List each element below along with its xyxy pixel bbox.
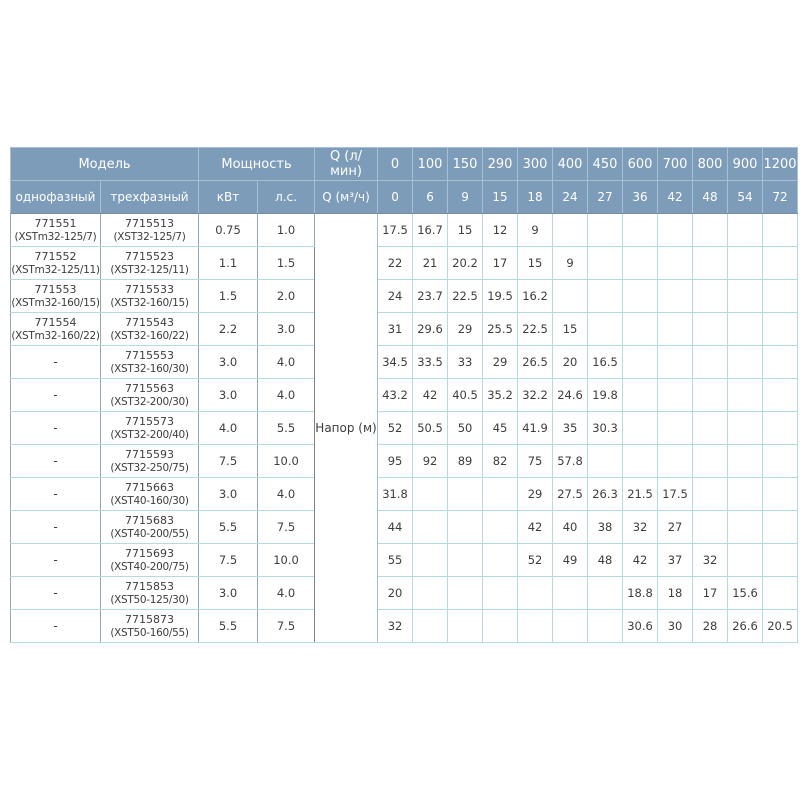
head-value-cell: 17.5: [658, 478, 693, 511]
model-code: (XST50-125/30): [110, 593, 189, 606]
q-lmin-value: 290: [483, 148, 518, 181]
head-value-cell: [693, 346, 728, 379]
table-row: [11, 544, 798, 577]
power-kw-cell: 2.2: [199, 313, 258, 346]
head-value-cell: [623, 313, 658, 346]
head-value-cell: 32: [693, 544, 728, 577]
power-hp-cell: 7.5: [258, 610, 315, 643]
model-number: 771554: [34, 315, 77, 329]
single-phase-model-cell: -: [11, 379, 101, 412]
head-value-cell: [588, 214, 623, 247]
head-value-cell: 40.5: [448, 379, 483, 412]
head-value-cell: [623, 247, 658, 280]
table-row: [11, 445, 798, 478]
head-value-cell: 26.6: [728, 610, 763, 643]
head-value-cell: 30: [658, 610, 693, 643]
head-value-cell: 27: [658, 511, 693, 544]
head-value-cell: 75: [518, 445, 553, 478]
model-code: (XST32-125/11): [110, 263, 189, 276]
table-row: [11, 313, 798, 346]
q-lmin-value: 400: [553, 148, 588, 181]
head-value-cell: [658, 445, 693, 478]
head-value-cell: 23.7: [413, 280, 448, 313]
head-value-cell: 38: [588, 511, 623, 544]
model-code: (XSTm32-125/11): [11, 263, 100, 276]
table-row: [11, 247, 798, 280]
q-lmin-value: 1200: [763, 148, 798, 181]
head-value-cell: [588, 313, 623, 346]
q-m3h-value: 6: [413, 181, 448, 214]
power-hp-cell: 4.0: [258, 577, 315, 610]
head-value-cell: [693, 247, 728, 280]
single-phase-model-cell: -: [11, 478, 101, 511]
power-hp-cell: 4.0: [258, 379, 315, 412]
power-kw-cell: 3.0: [199, 346, 258, 379]
q-lmin-value: 900: [728, 148, 763, 181]
single-phase-model-cell: -: [11, 577, 101, 610]
head-value-cell: 17: [483, 247, 518, 280]
head-value-cell: [693, 313, 728, 346]
q-lmin-value: 450: [588, 148, 623, 181]
head-value-cell: [518, 577, 553, 610]
head-value-cell: 15: [448, 214, 483, 247]
head-value-cell: 35: [553, 412, 588, 445]
model-number: 7715553: [125, 348, 174, 362]
model-code: (XST32-125/7): [113, 230, 186, 243]
head-value-cell: 22.5: [518, 313, 553, 346]
head-value-cell: [553, 214, 588, 247]
head-value-cell: [553, 280, 588, 313]
head-value-cell: [448, 610, 483, 643]
head-value-cell: 21: [413, 247, 448, 280]
model-number: 771551: [34, 216, 77, 230]
head-value-cell: 19.8: [588, 379, 623, 412]
head-value-cell: [518, 610, 553, 643]
table-row: [11, 346, 798, 379]
head-value-cell: [763, 478, 798, 511]
three-phase-model-cell: [101, 214, 199, 247]
power-kw-cell: 5.5: [199, 511, 258, 544]
three-phase-model-cell: [101, 445, 199, 478]
q-m3h-value: 0: [378, 181, 413, 214]
model-number: 7715663: [125, 480, 174, 494]
head-value-cell: 26.5: [518, 346, 553, 379]
power-hp-cell: 1.5: [258, 247, 315, 280]
head-value-cell: [763, 412, 798, 445]
model-number: 7715593: [125, 447, 174, 461]
power-hp-cell: 4.0: [258, 478, 315, 511]
head-value-cell: 31: [378, 313, 413, 346]
header-kw: кВт: [199, 181, 258, 214]
q-lmin-value: 700: [658, 148, 693, 181]
head-value-cell: [483, 511, 518, 544]
head-value-cell: [658, 313, 693, 346]
table-row: [11, 577, 798, 610]
power-hp-cell: 5.5: [258, 412, 315, 445]
head-value-cell: 9: [518, 214, 553, 247]
head-value-cell: [553, 577, 588, 610]
table-row: [11, 379, 798, 412]
q-lmin-value: 100: [413, 148, 448, 181]
head-value-cell: 20: [553, 346, 588, 379]
head-value-cell: 45: [483, 412, 518, 445]
head-value-cell: 35.2: [483, 379, 518, 412]
head-value-cell: 29: [483, 346, 518, 379]
q-m3h-value: 42: [658, 181, 693, 214]
power-hp-cell: 1.0: [258, 214, 315, 247]
head-value-cell: 30.3: [588, 412, 623, 445]
power-hp-cell: 10.0: [258, 544, 315, 577]
head-value-cell: 82: [483, 445, 518, 478]
single-phase-model-cell: -: [11, 412, 101, 445]
model-number: 7715523: [125, 249, 174, 263]
model-code: (XSTm32-160/15): [11, 296, 100, 309]
head-value-cell: 22.5: [448, 280, 483, 313]
three-phase-model-cell: [101, 544, 199, 577]
head-value-cell: 31.8: [378, 478, 413, 511]
three-phase-model-cell: [101, 379, 199, 412]
head-value-cell: [763, 379, 798, 412]
power-hp-cell: 7.5: [258, 511, 315, 544]
head-value-cell: [693, 478, 728, 511]
head-value-cell: 16.7: [413, 214, 448, 247]
head-value-cell: [763, 445, 798, 478]
head-value-cell: [658, 379, 693, 412]
header-row-2: [11, 181, 798, 214]
head-value-cell: [623, 445, 658, 478]
head-value-cell: 9: [553, 247, 588, 280]
head-value-cell: [693, 280, 728, 313]
three-phase-model-cell: [101, 247, 199, 280]
head-value-cell: 42: [518, 511, 553, 544]
power-hp-cell: 2.0: [258, 280, 315, 313]
head-value-cell: 17.5: [378, 214, 413, 247]
head-value-cell: [588, 445, 623, 478]
head-value-cell: [763, 247, 798, 280]
head-value-cell: [728, 247, 763, 280]
table-body: [11, 214, 798, 643]
single-phase-model-cell: -: [11, 445, 101, 478]
q-m3h-value: 72: [763, 181, 798, 214]
head-value-cell: [693, 379, 728, 412]
head-value-cell: 52: [518, 544, 553, 577]
header-power: Мощность: [199, 148, 315, 181]
head-value-cell: 32: [623, 511, 658, 544]
table-header: [11, 148, 798, 214]
head-value-cell: 27.5: [553, 478, 588, 511]
head-value-cell: 25.5: [483, 313, 518, 346]
model-number: 7715693: [125, 546, 174, 560]
header-three-phase: трехфазный: [101, 181, 199, 214]
head-value-cell: [483, 577, 518, 610]
header-row-1: [11, 148, 798, 181]
model-number: 771553: [34, 282, 77, 296]
head-value-cell: 92: [413, 445, 448, 478]
head-value-cell: [413, 577, 448, 610]
head-value-cell: 32.2: [518, 379, 553, 412]
head-value-cell: [448, 544, 483, 577]
head-value-cell: [763, 511, 798, 544]
q-m3h-value: 48: [693, 181, 728, 214]
head-value-cell: 29: [448, 313, 483, 346]
head-value-cell: [658, 214, 693, 247]
head-value-cell: 37: [658, 544, 693, 577]
head-value-cell: [588, 247, 623, 280]
single-phase-model-cell: [11, 214, 101, 247]
head-value-cell: [483, 544, 518, 577]
head-value-cell: [483, 610, 518, 643]
head-value-cell: [728, 478, 763, 511]
head-value-cell: 43.2: [378, 379, 413, 412]
head-value-cell: 29.6: [413, 313, 448, 346]
table-row: [11, 610, 798, 643]
head-value-cell: 19.5: [483, 280, 518, 313]
power-kw-cell: 1.5: [199, 280, 258, 313]
head-value-cell: [693, 214, 728, 247]
model-code: (XST32-200/30): [110, 395, 189, 408]
model-number: 7715573: [125, 414, 174, 428]
table-row: [11, 214, 798, 247]
q-m3h-value: 18: [518, 181, 553, 214]
q-m3h-value: 15: [483, 181, 518, 214]
three-phase-model-cell: [101, 280, 199, 313]
q-m3h-value: 27: [588, 181, 623, 214]
head-value-cell: [728, 445, 763, 478]
model-code: (XST32-160/15): [110, 296, 189, 309]
table-row: [11, 511, 798, 544]
header-hp: л.с.: [258, 181, 315, 214]
model-number: 7715513: [125, 216, 174, 230]
single-phase-model-cell: -: [11, 544, 101, 577]
head-value-cell: 15: [518, 247, 553, 280]
header-model: Модель: [11, 148, 199, 181]
head-value-cell: 30.6: [623, 610, 658, 643]
head-value-cell: [623, 346, 658, 379]
head-value-cell: [413, 544, 448, 577]
head-value-cell: [448, 511, 483, 544]
three-phase-model-cell: [101, 412, 199, 445]
power-kw-cell: 1.1: [199, 247, 258, 280]
model-number: 7715563: [125, 381, 174, 395]
q-lmin-value: 600: [623, 148, 658, 181]
head-value-cell: [728, 280, 763, 313]
head-value-cell: 33.5: [413, 346, 448, 379]
three-phase-model-cell: [101, 478, 199, 511]
head-value-cell: 15: [553, 313, 588, 346]
head-value-cell: [588, 610, 623, 643]
model-number: 771552: [34, 249, 77, 263]
head-value-cell: 89: [448, 445, 483, 478]
head-value-cell: 55: [378, 544, 413, 577]
model-code: (XST50-160/55): [110, 626, 189, 639]
head-value-cell: [728, 214, 763, 247]
single-phase-model-cell: [11, 247, 101, 280]
power-kw-cell: 5.5: [199, 610, 258, 643]
head-value-cell: [658, 346, 693, 379]
head-value-cell: [658, 247, 693, 280]
table-row: [11, 412, 798, 445]
model-code: (XST32-250/75): [110, 461, 189, 474]
table-row: [11, 478, 798, 511]
head-value-cell: [763, 544, 798, 577]
q-m3h-value: 24: [553, 181, 588, 214]
model-code: (XST40-200/55): [110, 527, 189, 540]
head-value-cell: 21.5: [623, 478, 658, 511]
model-code: (XST32-160/22): [110, 329, 189, 342]
head-value-cell: [763, 577, 798, 610]
head-value-cell: [658, 412, 693, 445]
model-code: (XSTm32-125/7): [14, 230, 97, 243]
header-q-lmin: Q (л/мин): [315, 148, 378, 181]
three-phase-model-cell: [101, 313, 199, 346]
head-value-cell: 24: [378, 280, 413, 313]
model-code: (XST40-160/30): [110, 494, 189, 507]
pump-spec-table-wrap: [10, 147, 798, 643]
head-value-cell: 16.5: [588, 346, 623, 379]
head-value-cell: [763, 313, 798, 346]
head-value-cell: 24.6: [553, 379, 588, 412]
head-value-cell: 16.2: [518, 280, 553, 313]
head-value-cell: 50: [448, 412, 483, 445]
model-code: (XST32-160/30): [110, 362, 189, 375]
q-lmin-value: 300: [518, 148, 553, 181]
pump-spec-table: [10, 147, 798, 643]
head-value-cell: 40: [553, 511, 588, 544]
head-value-cell: 49: [553, 544, 588, 577]
model-number: 7715543: [125, 315, 174, 329]
power-kw-cell: 0.75: [199, 214, 258, 247]
head-value-cell: [728, 412, 763, 445]
model-code: (XSTm32-160/22): [11, 329, 100, 342]
head-value-cell: 15.6: [728, 577, 763, 610]
head-value-cell: [623, 214, 658, 247]
head-value-cell: [413, 610, 448, 643]
head-value-cell: 17: [693, 577, 728, 610]
head-value-cell: 32: [378, 610, 413, 643]
head-value-cell: 44: [378, 511, 413, 544]
single-phase-model-cell: [11, 313, 101, 346]
head-value-cell: [728, 346, 763, 379]
q-lmin-value: 150: [448, 148, 483, 181]
head-value-cell: 57.8: [553, 445, 588, 478]
head-value-cell: 50.5: [413, 412, 448, 445]
head-value-cell: [623, 280, 658, 313]
model-number: 7715683: [125, 513, 174, 527]
single-phase-model-cell: -: [11, 346, 101, 379]
head-value-cell: [448, 577, 483, 610]
head-value-cell: 41.9: [518, 412, 553, 445]
header-q-m3h: Q (м³/ч): [315, 181, 378, 214]
power-kw-cell: 7.5: [199, 544, 258, 577]
model-number: 7715873: [125, 612, 174, 626]
head-value-cell: 20: [378, 577, 413, 610]
head-value-cell: 33: [448, 346, 483, 379]
head-value-cell: [728, 544, 763, 577]
head-value-cell: [553, 610, 588, 643]
head-value-cell: 42: [413, 379, 448, 412]
model-code: (XST40-200/75): [110, 560, 189, 573]
head-value-cell: 28: [693, 610, 728, 643]
q-m3h-value: 36: [623, 181, 658, 214]
q-lmin-value: 0: [378, 148, 413, 181]
model-code: (XST32-200/40): [110, 428, 189, 441]
head-value-cell: [728, 511, 763, 544]
head-value-cell: [413, 478, 448, 511]
q-m3h-value: 9: [448, 181, 483, 214]
three-phase-model-cell: [101, 511, 199, 544]
head-value-cell: [623, 379, 658, 412]
head-value-cell: 34.5: [378, 346, 413, 379]
power-kw-cell: 3.0: [199, 379, 258, 412]
power-kw-cell: 3.0: [199, 577, 258, 610]
head-value-cell: 26.3: [588, 478, 623, 511]
head-value-cell: [588, 280, 623, 313]
q-m3h-value: 54: [728, 181, 763, 214]
head-value-cell: 52: [378, 412, 413, 445]
head-value-cell: [693, 412, 728, 445]
header-single-phase: однофазный: [11, 181, 101, 214]
power-kw-cell: 3.0: [199, 478, 258, 511]
head-value-cell: [763, 280, 798, 313]
head-value-cell: 95: [378, 445, 413, 478]
power-hp-cell: 3.0: [258, 313, 315, 346]
head-value-cell: [763, 346, 798, 379]
single-phase-model-cell: [11, 280, 101, 313]
head-value-cell: [728, 379, 763, 412]
head-value-cell: [448, 478, 483, 511]
three-phase-model-cell: [101, 577, 199, 610]
head-value-cell: [728, 313, 763, 346]
model-number: 7715853: [125, 579, 174, 593]
head-value-cell: 42: [623, 544, 658, 577]
head-value-cell: 48: [588, 544, 623, 577]
head-value-cell: [483, 478, 518, 511]
head-value-cell: 18.8: [623, 577, 658, 610]
single-phase-model-cell: -: [11, 610, 101, 643]
head-value-cell: [623, 412, 658, 445]
head-value-cell: 22: [378, 247, 413, 280]
model-number: 7715533: [125, 282, 174, 296]
table-row: [11, 280, 798, 313]
head-value-cell: 20.5: [763, 610, 798, 643]
power-hp-cell: 10.0: [258, 445, 315, 478]
head-meters-label: Напор (м): [315, 214, 378, 643]
head-value-cell: [763, 214, 798, 247]
three-phase-model-cell: [101, 610, 199, 643]
head-value-cell: [693, 445, 728, 478]
head-value-cell: 20.2: [448, 247, 483, 280]
head-value-cell: [588, 577, 623, 610]
head-value-cell: 12: [483, 214, 518, 247]
head-value-cell: [693, 511, 728, 544]
power-kw-cell: 7.5: [199, 445, 258, 478]
power-hp-cell: 4.0: [258, 346, 315, 379]
head-value-cell: [658, 280, 693, 313]
head-value-cell: [413, 511, 448, 544]
three-phase-model-cell: [101, 346, 199, 379]
head-value-cell: 29: [518, 478, 553, 511]
power-kw-cell: 4.0: [199, 412, 258, 445]
head-value-cell: 18: [658, 577, 693, 610]
single-phase-model-cell: -: [11, 511, 101, 544]
q-lmin-value: 800: [693, 148, 728, 181]
